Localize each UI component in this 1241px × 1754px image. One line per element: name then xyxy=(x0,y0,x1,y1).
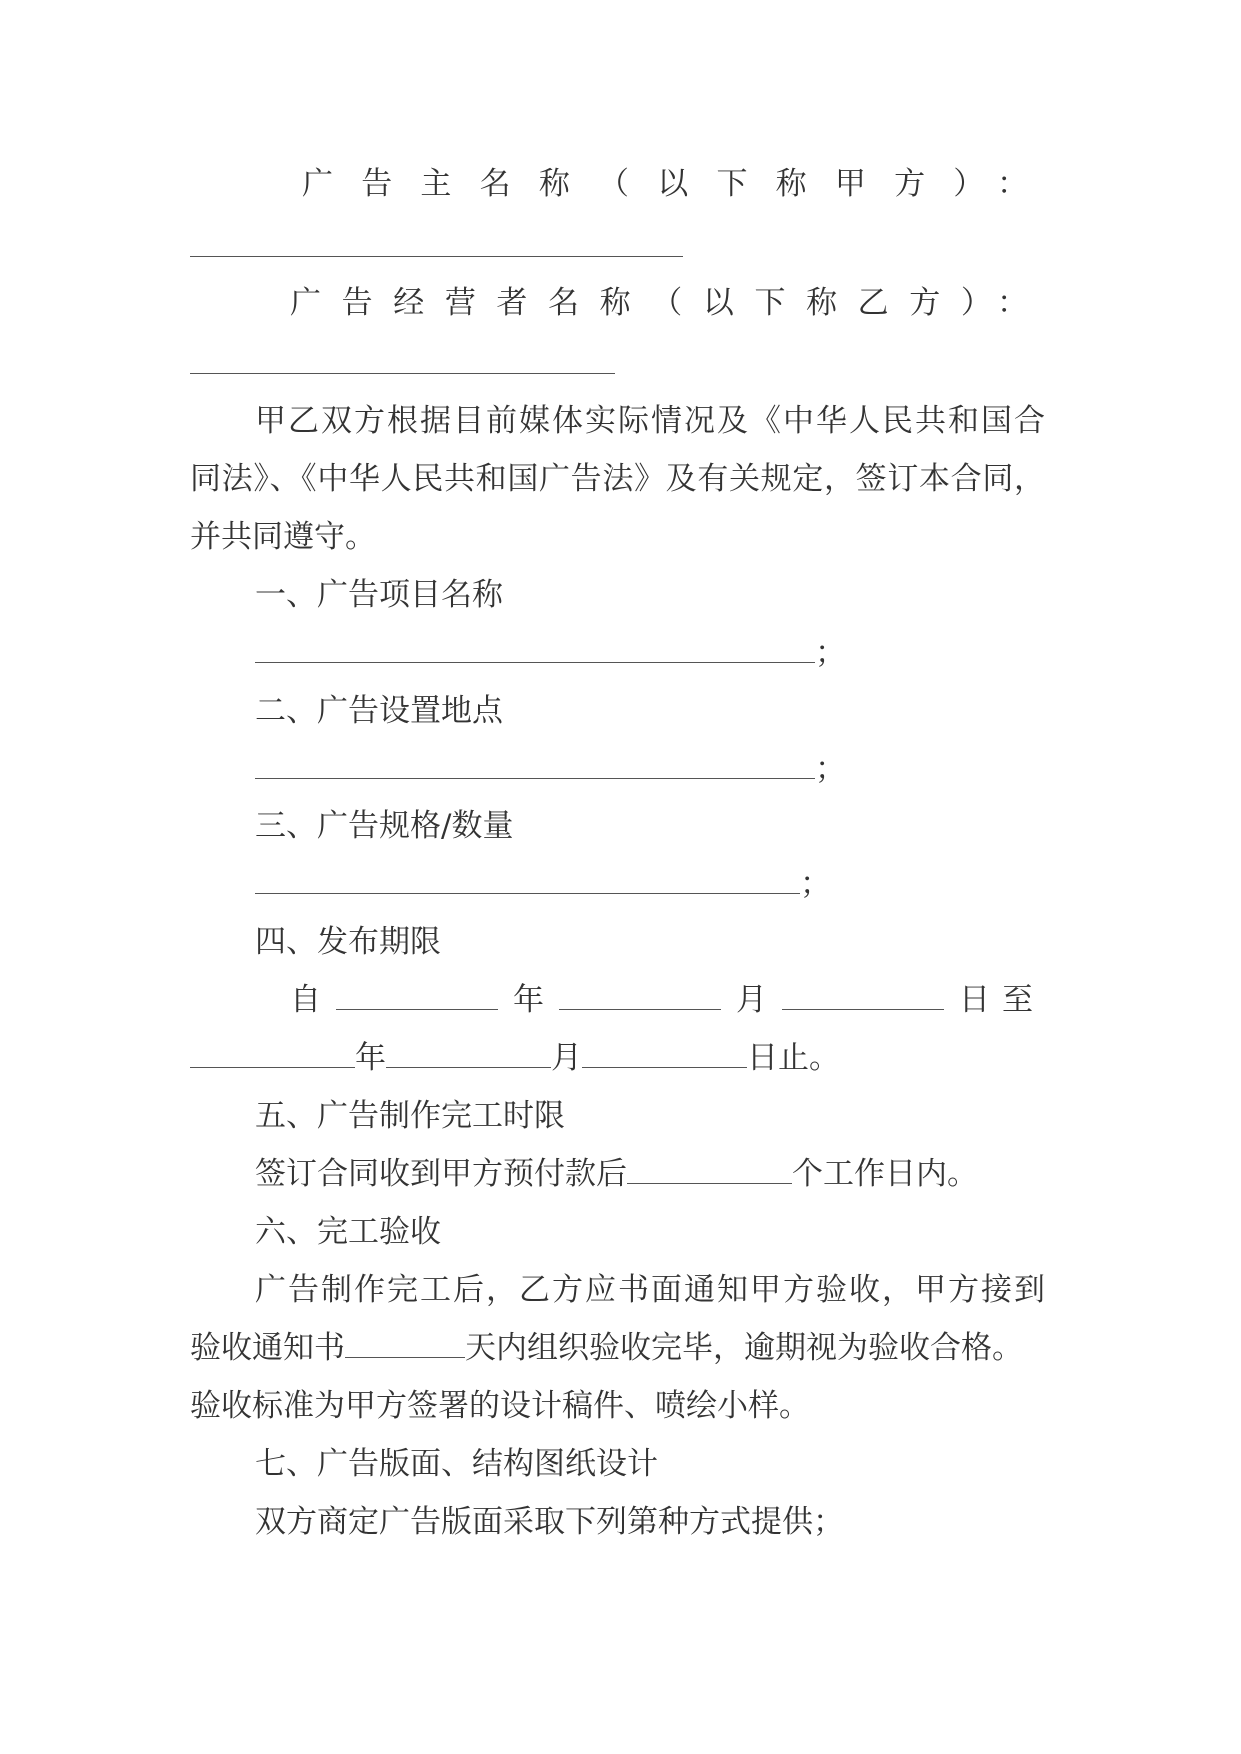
section-4-title: 四、发布期限 xyxy=(255,924,441,960)
section-5-text-b: 个工作日内。 xyxy=(792,1156,978,1192)
section-7-text: 双方商定广告版面采取下列第种方式提供； xyxy=(255,1504,844,1540)
section-6-line-2-a: 验收通知书 xyxy=(190,1330,345,1366)
intro-line-2: 同法》、《中华人民共和国广告法》及有关规定，签订本合同， xyxy=(190,461,1045,497)
intro-line-3: 并共同遵守。 xyxy=(190,519,376,555)
section-1-blank-line xyxy=(255,633,846,673)
period-from: 自 xyxy=(290,982,321,1018)
period-year-2: 年 xyxy=(355,1040,386,1076)
party-a-blank[interactable] xyxy=(190,256,683,257)
section-5-text-a: 签订合同收到甲方预付款后 xyxy=(255,1156,627,1192)
start-month-blank[interactable] xyxy=(559,981,721,1010)
working-days-blank[interactable] xyxy=(627,1155,792,1184)
section-3-title: 三、广告规格/数量 xyxy=(255,808,514,844)
period-month-2: 月 xyxy=(551,1040,582,1076)
end-year-blank[interactable] xyxy=(190,1039,355,1068)
location-blank[interactable] xyxy=(255,750,815,779)
end-month-blank[interactable] xyxy=(386,1039,551,1068)
section-1-semicolon: ； xyxy=(815,635,846,671)
party-b-label: 广告经营者名称（以下称乙方）： xyxy=(290,285,1030,321)
section-3-blank-line xyxy=(255,864,831,904)
period-month: 月 xyxy=(736,982,767,1018)
section-6-title: 六、完工验收 xyxy=(255,1214,441,1250)
acceptance-days-blank[interactable] xyxy=(345,1329,465,1358)
section-6-line-2-b: 天内组织验收完毕，逾期视为验收合格。 xyxy=(465,1330,1023,1366)
section-5-text xyxy=(255,1154,1125,1194)
section-6-line-2 xyxy=(190,1328,1060,1368)
period-year: 年 xyxy=(513,982,544,1018)
section-2-blank-line xyxy=(255,749,846,789)
start-day-blank[interactable] xyxy=(782,981,944,1010)
intro-line-1: 甲乙双方根据目前媒体实际情况及《中华人民共和国合 xyxy=(255,403,1045,439)
period-end: 日止。 xyxy=(747,1040,840,1076)
party-a-label: 广告主名称（以下称甲方）： xyxy=(302,166,1030,202)
period-line-1 xyxy=(290,980,1045,1020)
section-6-line-3: 验收标准为甲方签署的设计稿件、喷绘小样。 xyxy=(190,1388,810,1424)
period-line-2 xyxy=(190,1038,1060,1078)
section-3-semicolon: ； xyxy=(800,866,831,902)
start-year-blank[interactable] xyxy=(336,981,498,1010)
section-1-title: 一、广告项目名称 xyxy=(255,577,503,613)
project-name-blank[interactable] xyxy=(255,634,815,663)
period-day-to: 日至 xyxy=(959,982,1045,1018)
spec-quantity-blank[interactable] xyxy=(255,865,800,894)
section-2-semicolon: ； xyxy=(815,751,846,787)
end-day-blank[interactable] xyxy=(582,1039,747,1068)
section-5-title: 五、广告制作完工时限 xyxy=(255,1098,565,1134)
section-6-line-1: 广告制作完工后，乙方应书面通知甲方验收，甲方接到 xyxy=(255,1272,1045,1308)
section-7-title: 七、广告版面、结构图纸设计 xyxy=(255,1446,658,1482)
party-b-blank[interactable] xyxy=(190,373,615,374)
section-2-title: 二、广告设置地点 xyxy=(255,693,503,729)
